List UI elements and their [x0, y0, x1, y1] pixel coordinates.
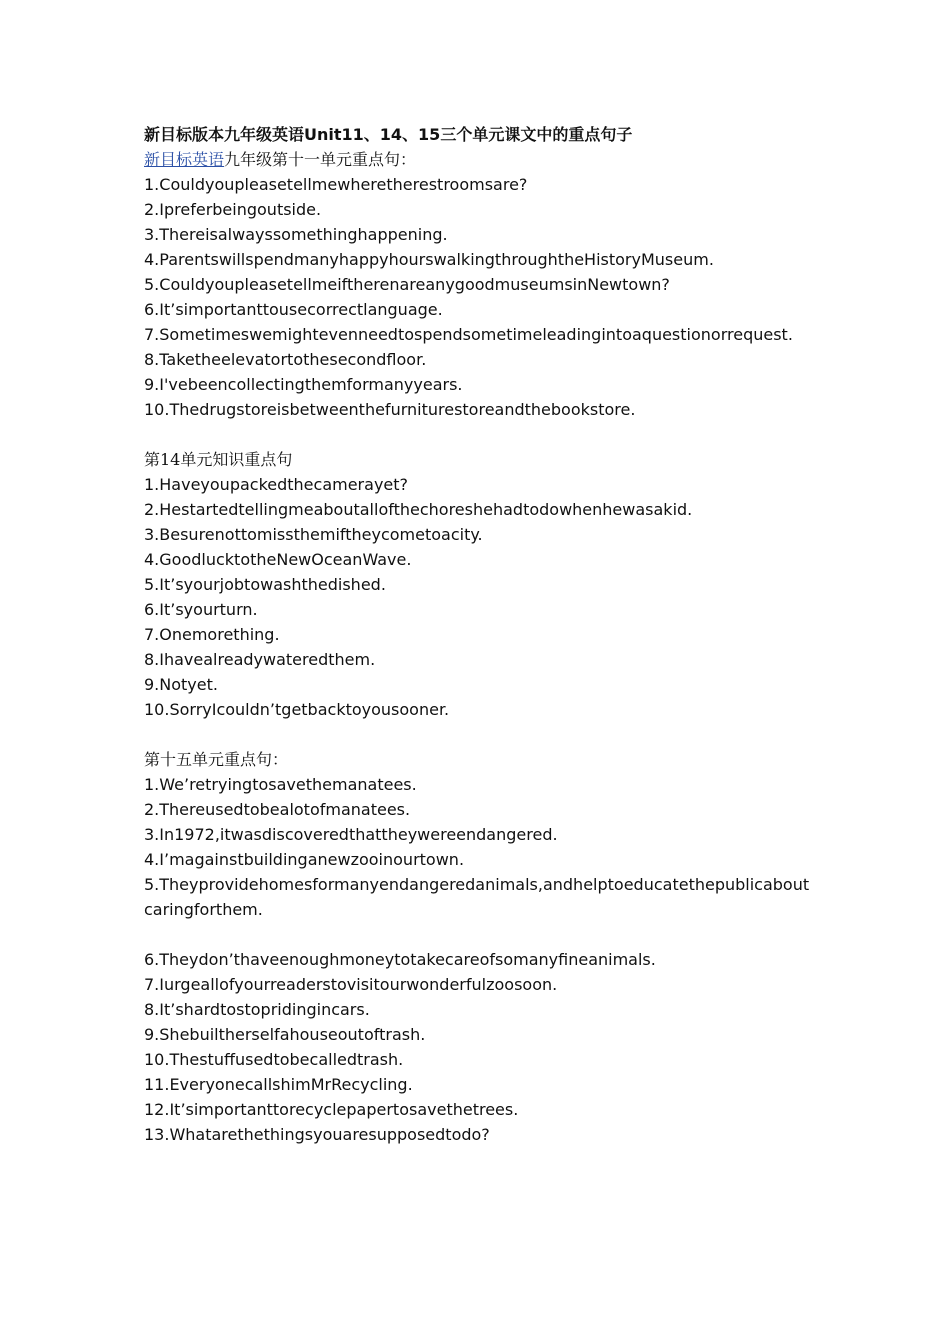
list-item: 1.Haveyoupackedthecamerayet?: [144, 475, 409, 494]
list-item: 7.Iurgeallofyourreaderstovisitourwonderfulzoosoon.: [144, 975, 558, 994]
list-item: 7.Sometimeswemightevenneedtospendsometimeleadingintoaquestionorrequest.: [144, 325, 793, 344]
list-item: 10.Thestuffusedtobecalledtrash.: [144, 1050, 404, 1069]
list-item: 4.ParentswillspendmanyhappyhourswalkingthroughtheHistoryMuseum.: [144, 250, 714, 269]
list-item: 3.In1972,itwasdiscoveredthattheywereendangered.: [144, 825, 558, 844]
list-item: 3.Besurenottomissthemiftheycometoacity.: [144, 525, 483, 544]
unit14-sentence-list: [144, 472, 810, 722]
list-item: 9.Notyet.: [144, 675, 218, 694]
list-item: 13.Whatarethethingsyouaresupposedtodo?: [144, 1125, 490, 1144]
unit15-sentence-list-a: [144, 772, 810, 922]
list-item: 5.CouldyoupleasetellmeiftherenareanygoodmuseumsinNewtown?: [144, 275, 670, 294]
spacer: [144, 722, 810, 747]
list-item: 6.It’simportanttousecorrectlanguage.: [144, 300, 443, 319]
list-item: 6.It’syourturn.: [144, 600, 258, 619]
spacer: [144, 422, 810, 447]
list-item: 12.It’simportanttorecyclepapertosavethetrees.: [144, 1100, 519, 1119]
list-item: 4.GoodlucktotheNewOceanWave.: [144, 550, 412, 569]
unit15-heading: 第十五单元重点句：: [144, 750, 289, 769]
unit11-sentence-list: [144, 172, 810, 422]
list-item: 2.Hestartedtellingmeaboutallofthechoreshehadtodowhenhewasakid.: [144, 500, 693, 519]
list-item: 10.Thedrugstoreisbetweenthefurniturestoreandthebookstore.: [144, 400, 636, 419]
unit14-section: [144, 447, 810, 722]
document-page: [144, 122, 810, 1147]
list-item: 8.It’shardtostopridingincars.: [144, 1000, 370, 1019]
spacer: [144, 922, 810, 947]
list-item: 4.I’magainstbuildinganewzooinourtown.: [144, 850, 465, 869]
unit11-heading-text: 九年级第十一单元重点句：: [224, 150, 417, 169]
unit14-heading: 第14单元知识重点句: [144, 450, 293, 469]
unit11-heading-link[interactable]: 新目标英语: [144, 150, 225, 169]
list-item: 1.We’retryingtosavethemanatees.: [144, 775, 417, 794]
list-item: 6.Theydon’thaveenoughmoneytotakecareofsomanyfineanimals.: [144, 950, 656, 969]
list-item: 2.Thereusedtobealotofmanatees.: [144, 800, 411, 819]
list-item: 1.Couldyoupleasetellmewheretherestroomsare?: [144, 175, 528, 194]
list-item: 5.Theyprovidehomesformanyendangeredanimals,andhelptoeducatethepublicaboutcaringforthem.: [144, 875, 810, 919]
document-title: 新目标版本九年级英语Unit11、14、15三个单元课文中的重点句子: [144, 125, 633, 144]
list-item: 3.Thereisalwayssomethinghappening.: [144, 225, 448, 244]
unit15-sentence-list-b: [144, 947, 810, 1147]
list-item: 8.Ihavealreadywateredthem.: [144, 650, 376, 669]
list-item: 7.Onemorething.: [144, 625, 280, 644]
unit11-section: [144, 147, 810, 422]
list-item: 5.It’syourjobtowashthedished.: [144, 575, 386, 594]
list-item: 2.Ipreferbeingoutside.: [144, 200, 322, 219]
list-item: 8.Taketheelevatortothesecondfloor.: [144, 350, 427, 369]
list-item: 9.I'vebeencollectingthemformanyyears.: [144, 375, 463, 394]
list-item: 9.Shebuiltherselfahouseoutoftrash.: [144, 1025, 426, 1044]
unit15-section: [144, 747, 810, 1147]
list-item: 11.EveryonecallshimMrRecycling.: [144, 1075, 413, 1094]
list-item: 10.SorryIcouldn’tgetbacktoyousooner.: [144, 700, 450, 719]
unit11-heading: [144, 147, 810, 172]
